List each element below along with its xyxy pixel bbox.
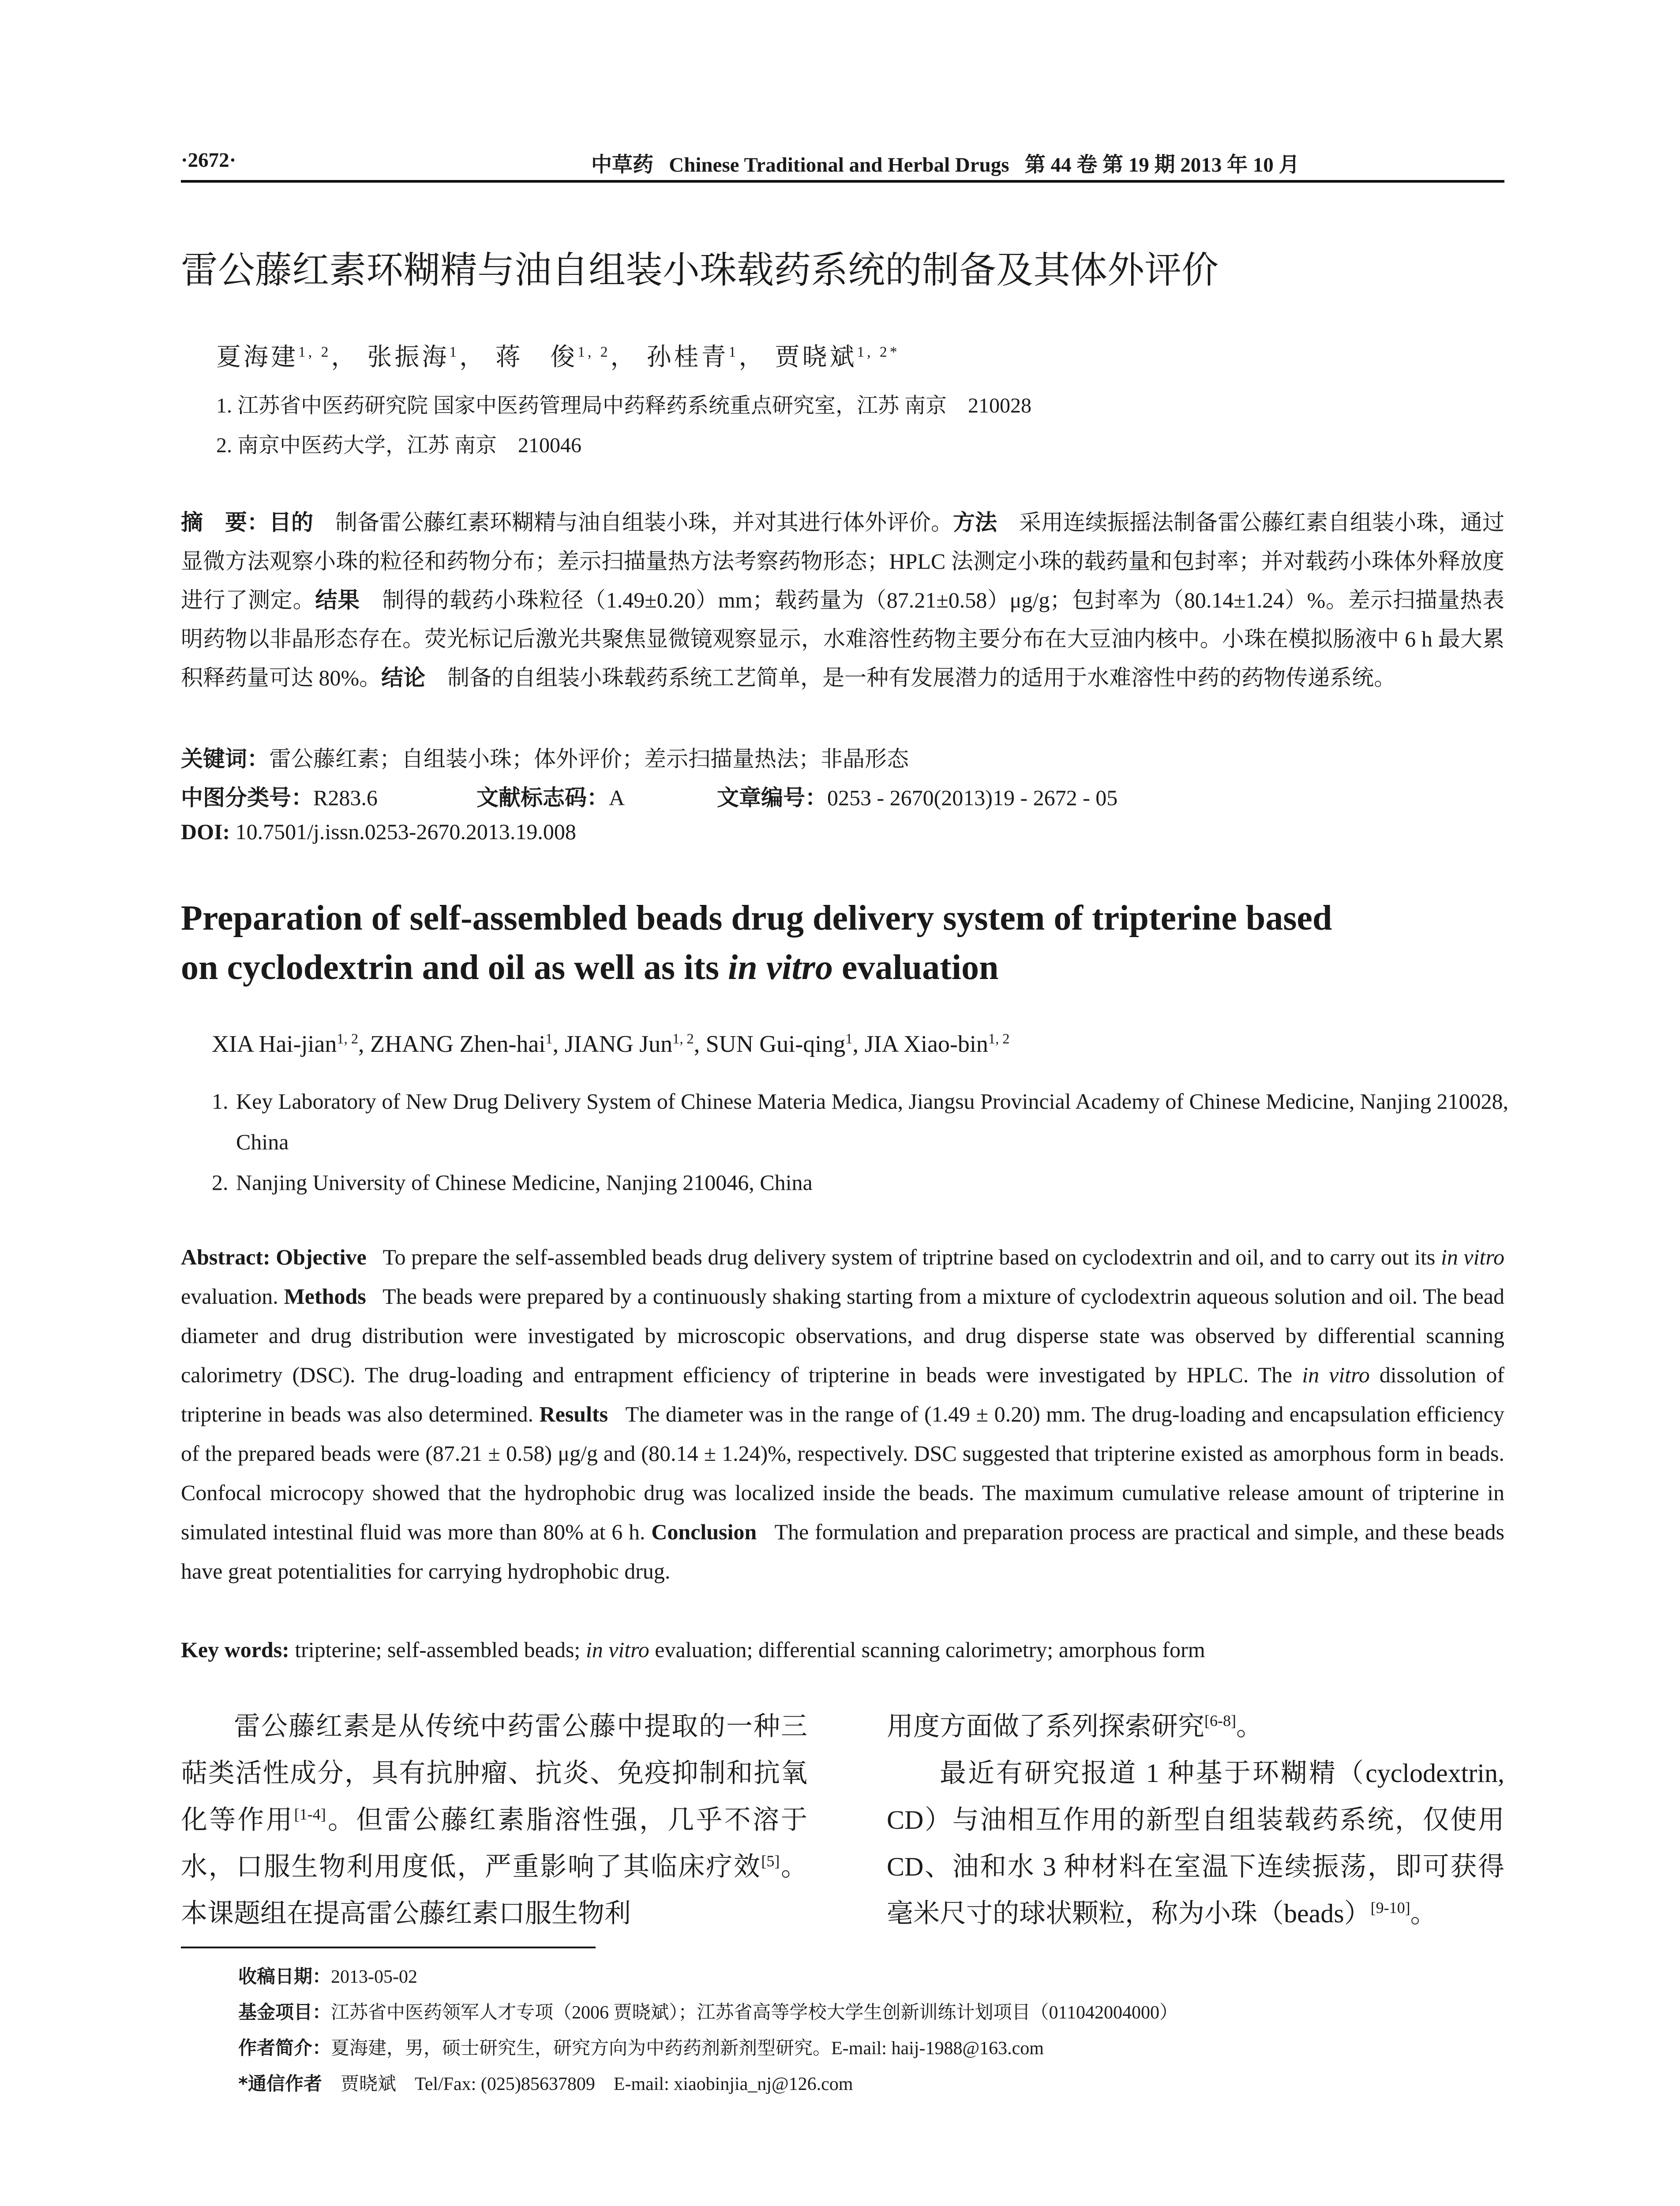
affiliation-english: 2. Nanjing University of Chinese Medicine, Nanjing 210046, China: [212, 1170, 813, 1195]
methods-label: Methods: [284, 1284, 366, 1309]
author-affiliation-mark: 1: [545, 1031, 553, 1047]
author-name: ZHANG Zhen-hai: [370, 1031, 546, 1057]
keywords-english: Key words: tripterine; self-assembled beads; in vitro evaluation; differential scanning calorimetry; amorphous form: [181, 1637, 1205, 1662]
author-name: 蒋 俊: [495, 344, 578, 371]
citation[interactable]: [5]: [761, 1852, 780, 1870]
body-column-left: [181, 1703, 807, 1937]
footnote-received-date: 收稿日期：2013-05-02: [238, 1966, 417, 1987]
title-chinese: 雷公藤红素环糊精与油自组装小珠载药系统的制备及其体外评价: [181, 248, 1219, 292]
methods-label: 方法: [953, 510, 997, 535]
footnote-corresponding-author: *通信作者 贾晓斌 Tel/Fax: (025)85637809 E-mail: xiaobinjia_nj@126.com: [238, 2073, 853, 2094]
author-affiliation-mark: 1, 2: [988, 1031, 1010, 1047]
citation[interactable]: [6-8]: [1204, 1712, 1236, 1730]
journal-name-en: Chinese Traditional and Herbal Drugs: [669, 154, 1009, 176]
conclusion-label: 结论: [381, 665, 426, 690]
methods-text: 采用连续振摇法制备雷公藤红素自组装小珠，通过显微方法观察小珠的粒径和药物分布；差示扫描量热方法考察药物形态；HPLC 法测定小珠的载药量和包封率；并对载药小珠体外释放度进行了测定。: [181, 510, 1504, 612]
affiliation-english: 1. Key Laboratory of New Drug Delivery System of Chinese Materia Medica, Jiangsu Provincial Academy of Chinese Medicine, Nanjing 210028, China: [212, 1089, 1509, 1154]
authors-english: XIA Hai-jian$^{1, 2}$, ZHANG Zhen-hai$^1$, JIANG Jun$^{1, 2}$, SUN Gui-qing$^1$, JIA Xiao-bin$^{1, 2}$: [212, 1031, 1010, 1057]
doc-code-value: A: [609, 785, 625, 810]
conclusion-text: 制备的自组装小珠载药系统工艺简单，是一种有发展潜力的适用于水难溶性中药的药物传递系统。: [447, 665, 1396, 690]
page-number: ·2672·: [181, 149, 236, 172]
authors-chinese: 夏海建$^{1, 2}$， 张振海$^1$， 蒋 俊$^{1, 2}$， 孙桂青$^1$， 贾晓斌$^{1, 2*}$: [216, 344, 900, 371]
affiliation-chinese: 2. 南京中医药大学，江苏 南京 210046: [216, 434, 582, 457]
author-affiliation-mark: 1, 2: [578, 344, 611, 360]
clc-value: R283.6: [313, 785, 378, 810]
abstract-english: Abstract: Objective To prepare the self-assembled beads drug delivery system of triptrine based on cyclodextrin and oil, and to carry out its in vitro evaluation. Methods The beads were prepared by a continuously shaking starting from a mixture of cyclodextrin aqueous solution and oil. The bead diameter and drug distribution were investigated by microscopic observations, and drug disperse state was observed by differential scanning calorimetry (DSC). The drug-loading and entrapment efficiency of tripterine in beads were investigated by HPLC. The in vitro dissolution of tripterine in beads was also determined. Results The diameter was in the range of (1.49 ± 0.20) mm. The drug-loading and encapsulation efficiency of the prepared beads were (87.21 ± 0.58) μg/g and (80.14 ± 1.24)%, respectively. DSC suggested that tripterine existed as amorphous form in beads. Confocal microcopy showed that the hydrophobic drug was localized inside the beads. The maximum cumulative release amount of tripterine in simulated intestinal fluid was more than 80% at 6 h. Conclusion The formulation and preparation process are practical and simple, and these beads have great potentialities for carrying hydrophobic drug.: [181, 1245, 1504, 1583]
body-paragraph: 用度方面做了系列探索研究[6-8]。: [887, 1712, 1263, 1741]
results-text: 制得的载药小珠粒径（1.49±0.20）mm；载药量为（87.21±0.58）μg/g；包封率为（80.14±1.24）%。差示扫描量热表明药物以非晶形态存在。荧光标记后激光共聚焦显微镜观察显示，水难溶性药物主要分布在大豆油内核中。小珠在模拟肠液中 6 h 最大累积释药量可达 80%。: [181, 588, 1505, 690]
title-line: on cyclodextrin and oil as well as its in vitro evaluation: [181, 948, 999, 987]
author-name: 夏海建: [216, 344, 298, 371]
conclusion-label: Conclusion: [651, 1519, 757, 1544]
author-name: 张振海: [367, 344, 450, 371]
author-affiliation-mark: 1: [845, 1031, 853, 1047]
journal-line: [591, 148, 1300, 178]
doc-code-label: 文献标志码：: [476, 785, 609, 810]
author-name: 孙桂青: [646, 344, 729, 371]
article-no-label: 文章编号：: [717, 785, 827, 810]
objective-label: 目的: [269, 510, 313, 535]
author-name: JIA Xiao-bin: [864, 1031, 988, 1057]
doi-line: [181, 819, 576, 844]
journal-name-cn: 中草药: [591, 153, 653, 177]
keywords-label: Key words:: [181, 1637, 289, 1662]
abstract-objective-label: Abstract: Objective: [181, 1245, 367, 1269]
doi-value: 10.7501/j.issn.0253-2670.2013.19.008: [235, 819, 576, 844]
document-code: [476, 780, 625, 812]
citation[interactable]: [9-10]: [1370, 1899, 1410, 1917]
author-name: XIA Hai-jian: [212, 1031, 337, 1057]
results-label: Results: [539, 1402, 608, 1426]
citation[interactable]: [1-4]: [294, 1805, 326, 1823]
footnotes: [238, 1959, 1504, 2102]
title-english: [181, 893, 1504, 992]
body-paragraph: 最近有研究报道 1 种基于环糊精（cyclodextrin, CD）与油相互作用的新型自组装载药系统，仅使用 CD、油和水 3 种材料在室温下连续振荡，即可获得毫米尺寸的球状颗粒，称为小珠（beads）[9-10]。: [887, 1759, 1504, 1928]
abstract-label: 摘 要：: [181, 510, 269, 535]
footnote-author-bio: 作者简介：夏海建，男，硕士研究生，研究方向为中药药剂新剂型研究。E-mail: haij-1988@163.com: [238, 2037, 1044, 2059]
author-affiliation-mark: 1, 2: [337, 1031, 359, 1047]
footnote-divider: [181, 1947, 596, 1948]
affiliations-english: [212, 1081, 1513, 1203]
author-affiliation-mark: 1: [449, 344, 460, 360]
affiliation-chinese: 1. 江苏省中医药研究院 国家中医药管理局中药释药系统重点研究室，江苏 南京 210028: [216, 394, 1032, 417]
author-name: JIANG Jun: [564, 1031, 673, 1057]
author-affiliation-mark: 1, 2: [672, 1031, 694, 1047]
author-affiliation-mark: 1: [728, 344, 739, 360]
article-no-value: 0253 - 2670(2013)19 - 2672 - 05: [827, 785, 1118, 810]
article-number: [717, 780, 1118, 812]
author-name: 贾晓斌: [775, 344, 857, 371]
keywords-label: 关键词：: [181, 746, 269, 772]
keywords-text: 雷公藤红素；自组装小珠；体外评价；差示扫描量热法；非晶形态: [269, 747, 909, 771]
author-affiliation-mark: 1, 2*: [857, 344, 900, 360]
clc-number: [181, 780, 378, 812]
keywords-chinese: [181, 741, 909, 773]
results-label: 结果: [315, 587, 360, 613]
issue-info: 第 44 卷 第 19 期 2013 年 10 月: [1024, 154, 1300, 176]
body-paragraph: 雷公藤红素是从传统中药雷公藤中提取的一种三萜类活性成分，具有抗肿瘤、抗炎、免疫抑制和抗氧化等作用[1-4]。但雷公藤红素脂溶性强，几乎不溶于水，口服生物利用度低，严重影响了其临床疗效[5]。本课题组在提高雷公藤红素口服生物利: [181, 1712, 808, 1928]
objective-text: 制备雷公藤红素环糊精与油自组装小珠，并对其进行体外评价。: [335, 510, 953, 535]
title-line: Preparation of self-assembled beads drug delivery system of tripterine based: [181, 899, 1332, 938]
author-affiliation-mark: 1, 2: [298, 344, 331, 360]
clc-label: 中图分类号：: [181, 785, 313, 810]
author-name: SUN Gui-qing: [705, 1031, 846, 1057]
footnote-funding: 基金项目：江苏省中医药领军人才专项（2006 贾晓斌）；江苏省高等学校大学生创新训练计划项目（011042004000）: [238, 2001, 1178, 2023]
doi-label: DOI:: [181, 819, 230, 844]
body-column-right: [887, 1703, 1504, 1937]
abstract-chinese: [181, 503, 1504, 697]
running-header: [181, 140, 1504, 183]
